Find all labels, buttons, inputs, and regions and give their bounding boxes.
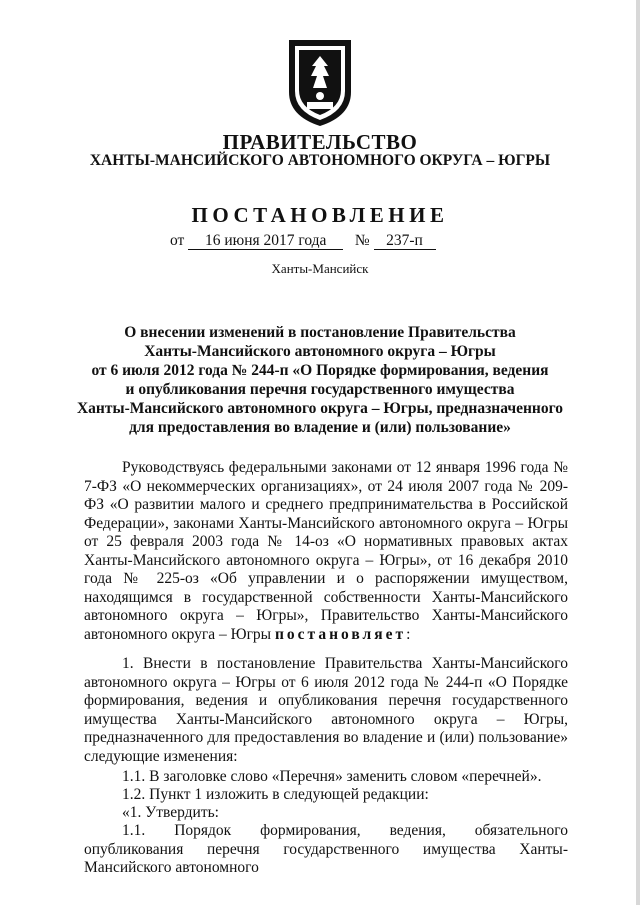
sub-item-1-1: 1.1. Порядок формирования, ведения, обязательного опубликования перечня государственного имущества Ханты-Мансийского автономного (84, 822, 568, 876)
government-subtitle: ХАНТЫ-МАНСИЙСКОГО АВТОНОМНОГО ОКРУГА – ЮГРЫ (89, 152, 551, 169)
item-1-2: 1.2. Пункт 1 изложить в следующей редакции: (122, 786, 429, 803)
from-label: от (170, 232, 185, 249)
date-number-line (170, 232, 436, 250)
title-line: и опубликования перечня государственного имущества (125, 381, 515, 398)
document-date: 16 июня 2017 года (188, 232, 343, 250)
document-number: 237-п (374, 232, 436, 250)
title-line: Ханты-Мансийского автономного округа – Югры, предназначенного (76, 400, 563, 417)
title-line: О внесении изменений в постановление Правительства (124, 324, 516, 341)
title-line: Ханты-Мансийского автономного округа – Югры (144, 343, 496, 360)
document-title (0, 323, 640, 437)
title-line: от 6 июля 2012 года № 244-п «О Порядке формирования, ведения (91, 362, 549, 379)
title-line: для предоставления во владение и (или) пользование» (129, 419, 511, 436)
government-title: ПРАВИТЕЛЬСТВО (222, 130, 418, 154)
preamble-text: Руководствуясь федеральными законами от 12 января 1996 года № 7-ФЗ «О некоммерческих организациях», от 24 июля 2007 года № 209-ФЗ «О развитии малого и среднего предпринимательства в Российской Федерации», законами Ханты-Мансийского автономного округа – Югры от 25 февраля 2003 года № 14-оз «О нормативных правовых актах Ханты-Мансийского автономного округа – Югры», от 16 декабря 2010 года № 225-оз «Об управлении и о распоряжении имуществом, находящимся в государственной собственности Ханты-Мансийского автономного округа – Югры», Правительство Ханты-Мансийского автономного округа – Югры (84, 459, 568, 643)
document-type: ПОСТАНОВЛЕНИЕ (191, 203, 449, 227)
resolves-word: постановляет (274, 625, 407, 643)
quote-item-1: «1. Утвердить: (122, 804, 219, 821)
preamble-paragraph (84, 459, 568, 644)
resolves-colon: : (406, 625, 411, 643)
number-label: № (354, 232, 370, 249)
item-1-1: 1.1. В заголовке слово «Перечня» заменить словом «перечней». (122, 768, 542, 785)
scan-edge (636, 0, 640, 905)
item-1-paragraph: 1. Внести в постановление Правительства Ханты-Мансийского автономного округа – Югры от 6 июля 2012 года № 244-п «О Порядке формирования, ведения и опубликования перечня государственного имущества Ханты-Мансийского автономного округа – Югры, предназначенного для предоставления во владение и (или) пользование» следующие изменения: (84, 655, 568, 765)
city: Ханты-Мансийск (271, 261, 369, 276)
coat-of-arms-icon (285, 34, 355, 128)
